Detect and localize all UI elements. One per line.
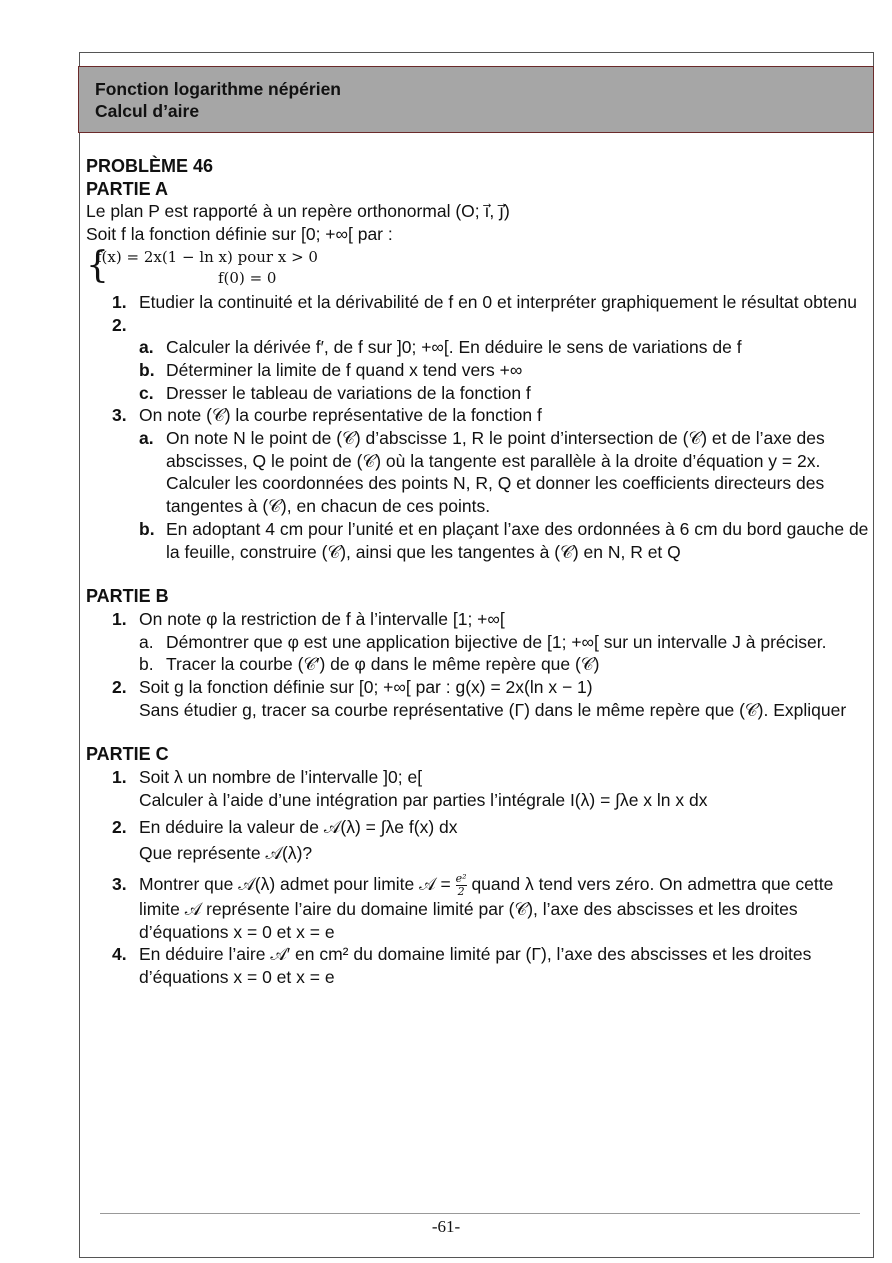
- part-c-question-4: [86, 943, 870, 988]
- part-a-title: PARTIE A: [86, 178, 169, 199]
- chapter-header: [78, 66, 874, 133]
- chapter-title: Fonction logarithme népérien: [95, 79, 341, 99]
- part-a-question-2c: [86, 382, 870, 405]
- question-text: Démontrer que φ est une application bijective de [1; +∞[ sur un intervalle J à préciser.: [166, 631, 827, 652]
- part-a-definition: Soit f la fonction définie sur [0; +∞[ par :: [86, 224, 393, 245]
- system-line-1: f(x) = 2x(1 − ln x) pour x > 0: [96, 247, 318, 266]
- part-a-question-3a: [86, 427, 870, 518]
- part-b-question-1a: [86, 631, 870, 654]
- brace-symbol: {: [86, 244, 109, 286]
- question-number: 1.: [112, 767, 127, 788]
- problem-title: PROBLÈME 46: [86, 156, 214, 176]
- question-text: Soit λ un nombre de l’intervalle ]0; e[: [139, 767, 423, 788]
- question-number: 2.: [112, 677, 127, 698]
- question-number: 2.: [112, 314, 127, 335]
- part-a-question-2: [86, 314, 870, 337]
- sub-letter: b.: [139, 359, 155, 380]
- part-a-intro: Le plan P est rapporté à un repère orthonormal (O; i⃗, j⃗): [86, 201, 510, 222]
- part-c-question-2: [86, 816, 870, 865]
- question-text: En adoptant 4 cm pour l’unité et en plaçant l’axe des ordonnées à 6 cm du bord gauche de la feuille, construire (𝒞), ainsi que les tangentes à (𝒞) en N, R et Q: [166, 518, 869, 562]
- part-a-question-2a: [86, 336, 870, 359]
- part-b-title: PARTIE B: [86, 586, 169, 607]
- fraction: [456, 873, 467, 898]
- question-number: 4.: [112, 944, 127, 965]
- question-text-continued: Sans étudier g, tracer sa courbe représentative (Γ) dans le même repère que (𝒞). Expliquer: [139, 699, 847, 720]
- question-text-end: quand λ tend vers zéro. On admettra que cette limite 𝒜 représente l’aire du domaine limité par (𝒞), l’axe des abscisses et les droites d’équations x = 0 et x = e: [139, 874, 834, 942]
- part-c-question-3: [86, 873, 870, 943]
- question-text-start: Montrer que 𝒜(λ) admet pour limite 𝒜 =: [139, 874, 451, 895]
- question-text: Etudier la continuité et la dérivabilité de f en 0 et interpréter graphiquement le résultat obtenu: [139, 291, 857, 312]
- sub-letter: b.: [139, 654, 154, 675]
- sub-letter: a.: [139, 337, 154, 358]
- question-text: Calculer la dérivée f′, de f sur ]0; +∞[. En déduire le sens de variations de f: [166, 337, 742, 358]
- question-text: Déterminer la limite de f quand x tend vers +∞: [166, 359, 523, 380]
- sub-letter: a.: [139, 631, 154, 652]
- question-text: Soit g la fonction définie sur [0; +∞[ par : g(x) = 2x(ln x − 1): [139, 677, 593, 698]
- question-text-continued: Que représente 𝒜(λ)?: [139, 843, 313, 864]
- question-text: En déduire l’aire 𝒜′ en cm² du domaine limité par (Γ), l’axe des abscisses et les droites d’équations x = 0 et x = e: [139, 944, 812, 988]
- question-number: 2.: [112, 816, 127, 837]
- problem-content: [86, 155, 870, 989]
- question-text: On note (𝒞) la courbe représentative de la fonction f: [139, 405, 542, 426]
- part-b-question-1: [86, 608, 870, 631]
- part-c-question-1: [86, 766, 870, 811]
- part-a-question-3: [86, 404, 870, 427]
- sub-letter: c.: [139, 382, 154, 403]
- footer-divider: [100, 1213, 860, 1214]
- sub-letter: b.: [139, 518, 155, 539]
- question-number: 3.: [112, 405, 127, 426]
- part-a-question-3b: [86, 518, 870, 563]
- question-text: Dresser le tableau de variations de la fonction f: [166, 382, 531, 403]
- question-text-continued: Calculer à l’aide d’une intégration par parties l’intégrale I(λ) = ∫λe x ln x dx: [139, 789, 708, 810]
- system-line-2: f(0) = 0: [218, 268, 277, 287]
- question-text: On note φ la restriction de f à l’intervalle [1; +∞[: [139, 608, 505, 629]
- chapter-subtitle: Calcul d’aire: [95, 101, 200, 121]
- part-a-question-1: [86, 291, 870, 314]
- question-text: On note N le point de (𝒞) d’abscisse 1, R le point d’intersection de (𝒞) et de l’axe des abscisses, Q le point de (𝒞) où la tangente est parallèle à la droite d’équation y = 2x. Calculer les coordonnées des points N, R, Q et donner les coefficients directeurs des tangentes à (𝒞), en chacun de ces points.: [166, 428, 825, 517]
- part-a-question-2b: [86, 359, 870, 382]
- question-number: 1.: [112, 291, 127, 312]
- sub-letter: a.: [139, 428, 154, 449]
- question-number: 1.: [112, 608, 127, 629]
- fraction-numerator: e²: [455, 871, 467, 885]
- fraction-denominator: 2: [457, 884, 465, 898]
- page-number: -61-: [431, 1217, 461, 1236]
- part-c-title: PARTIE C: [86, 744, 169, 765]
- question-text: Tracer la courbe (𝒞′) de φ dans le même repère que (𝒞): [166, 654, 600, 675]
- question-number: 3.: [112, 873, 127, 894]
- question-text: En déduire la valeur de 𝒜(λ) = ∫λe f(x) dx: [139, 816, 458, 837]
- part-b-question-1b: [86, 653, 870, 676]
- part-b-question-2: [86, 676, 870, 721]
- piecewise-system: [86, 246, 870, 291]
